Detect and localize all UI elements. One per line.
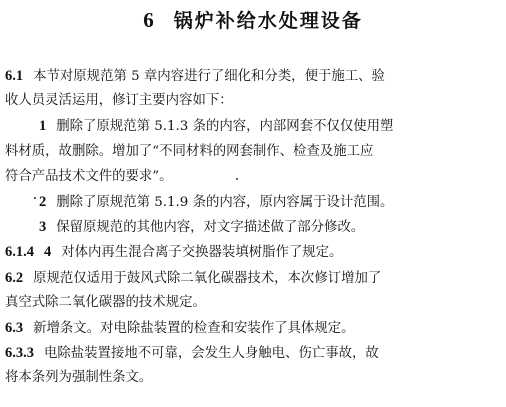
scan-speck	[236, 178, 238, 180]
paragraph-6-2-line-2	[5, 293, 206, 313]
item-1-text: 删除了原规范第 5.1.3 条的内容，内部网套不仅仅使用塑	[56, 119, 394, 134]
item-1-continuation: 料材质，故删除。增加了“不同材料的网套制作、检查及施工应	[5, 144, 374, 159]
item-3-text: 保留原规范的其他内容，对文字描述做了部分修改。	[56, 220, 365, 235]
item-label-3: 3	[39, 219, 47, 235]
chapter-number: 6	[143, 8, 156, 32]
item-label-2: 2	[39, 194, 47, 210]
paragraph-6-1-4-line	[5, 242, 342, 263]
item-3-line	[39, 217, 364, 238]
paragraph-6-3-3-text: 电除盐装置接地不可靠，会发生人身触电、伤亡事故，故	[44, 346, 379, 361]
paragraph-6-1-line-1	[5, 66, 385, 87]
paragraph-6-3-3-line-2	[5, 368, 152, 388]
section-label-6-2: 6.2	[5, 270, 24, 286]
scan-speck	[34, 197, 36, 199]
item-2-line	[39, 192, 393, 213]
item-1-line-2	[5, 142, 373, 162]
section-label-6-3: 6.3	[5, 320, 24, 336]
paragraph-6-2-continuation: 真空式除二氧化碳器的技术规定。	[5, 295, 206, 310]
item-2-text: 删除了原规范第 5.1.9 条的内容，原内容属于设计范围。	[56, 195, 394, 210]
chapter-title	[0, 6, 506, 33]
section-label-6-3-3: 6.3.3	[5, 345, 34, 361]
paragraph-6-1-4-text: 对体内再生混合离子交换器装填树脂作了规定。	[61, 245, 343, 260]
item-label-1: 1	[39, 118, 47, 134]
paragraph-6-1-line-2	[5, 91, 233, 111]
item-1-line-1	[39, 116, 393, 137]
section-label-6-1-4: 6.1.4	[5, 244, 34, 260]
paragraph-6-2-line-1	[5, 268, 381, 289]
chapter-title-text: 锅炉补给水处理设备	[173, 10, 363, 32]
section-label-6-1: 6.1	[5, 68, 24, 84]
paragraph-6-1-continuation: 收人员灵活运用，修订主要内容如下：	[5, 93, 233, 108]
paragraph-6-3-3-continuation: 将本条列为强制性条文。	[5, 370, 153, 385]
paragraph-6-3-text: 新增条文。对电除盐装置的检查和安装作了具体规定。	[33, 321, 355, 336]
paragraph-6-3-3-line-1	[5, 343, 379, 364]
item-label-4: 4	[44, 244, 52, 260]
paragraph-6-2-text: 原规范仅适用于鼓风式除二氧化碳器技术，本次修订增加了	[33, 271, 382, 286]
paragraph-6-1-text: 本节对原规范第 5 章内容进行了细化和分类，便于施工、验	[33, 69, 385, 84]
item-1-line-3	[5, 167, 173, 187]
item-1-continuation-2: 符合产品技术文件的要求”。	[5, 169, 173, 184]
paragraph-6-3-line	[5, 318, 355, 339]
